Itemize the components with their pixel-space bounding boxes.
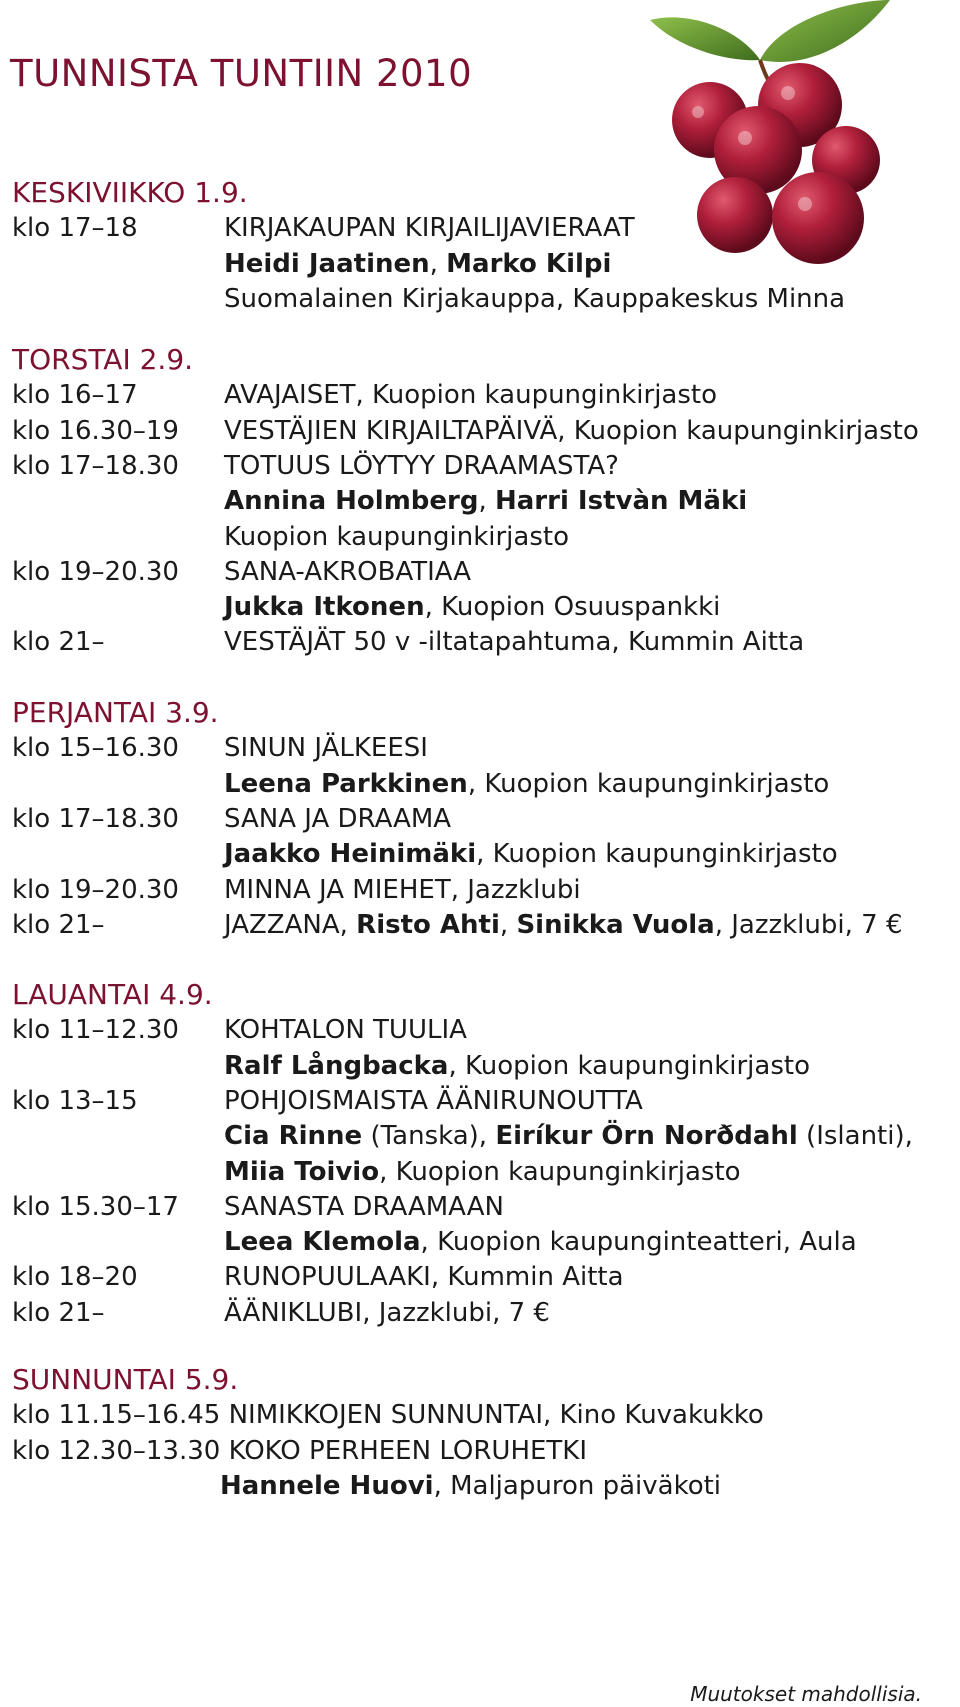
event-text: , Maljapuron päiväkoti	[433, 1470, 722, 1501]
event-text: ,	[478, 486, 495, 517]
event-time: klo 21–	[12, 909, 105, 940]
event-description	[224, 1188, 504, 1226]
event-description	[224, 623, 804, 661]
event-description	[224, 1011, 467, 1049]
event-text: , Jazzklubi, 7 €	[714, 909, 903, 940]
day-heading: KESKIVIIKKO 1.9.	[12, 176, 248, 209]
event-time: klo 16.30–19	[12, 415, 179, 446]
event-text: KIRJAKAUPAN KIRJAILIJAVIERAAT	[224, 213, 635, 244]
event-text: (Tanska),	[362, 1121, 496, 1152]
event-time: klo 19–20.30	[12, 556, 179, 587]
event-description	[224, 1082, 643, 1120]
event-description	[224, 906, 903, 944]
event-description	[224, 209, 635, 247]
event-text: , Kuopion kaupunginkirjasto	[476, 839, 838, 870]
event-text: SINUN JÄLKEESI	[224, 733, 428, 764]
event-description	[224, 518, 569, 556]
event-description	[224, 245, 611, 283]
event-text: KOHTALON TUULIA	[224, 1015, 467, 1046]
event-description	[224, 447, 619, 485]
event-time: klo 17–18	[12, 213, 138, 244]
event-time: klo 21–	[12, 627, 105, 658]
performer-name: Harri Istvàn Mäki	[495, 486, 748, 517]
performer-name: Hannele Huovi	[220, 1470, 434, 1501]
event-description	[224, 376, 717, 414]
performer-name: Annina Holmberg	[224, 486, 479, 517]
event-text: POHJOISMAISTA ÄÄNIRUNOUTTA	[224, 1085, 643, 1116]
event-time: klo 15.30–17	[12, 1191, 179, 1222]
day-heading: SUNNUNTAI 5.9.	[12, 1363, 239, 1396]
event-text: VESTÄJIEN KIRJAILTAPÄIVÄ, Kuopion kaupunginkirjasto	[224, 415, 919, 446]
day-heading: PERJANTAI 3.9.	[12, 696, 219, 729]
event-time: klo 11–12.30	[12, 1015, 179, 1046]
event-description	[224, 1294, 550, 1332]
event-text: MINNA JA MIEHET, Jazzklubi	[224, 874, 581, 905]
event-description	[224, 1047, 810, 1085]
event-description	[224, 800, 451, 838]
performer-name: Cia Rinne	[224, 1121, 363, 1152]
event-text: SANASTA DRAAMAAN	[224, 1191, 504, 1222]
performer-name: Jaakko Heinimäki	[224, 839, 477, 870]
performer-name: Leena Parkkinen	[224, 768, 468, 799]
changes-note: Muutokset mahdollisia.	[690, 1682, 922, 1706]
event-time: klo 17–18.30	[12, 803, 179, 834]
event-description	[224, 1258, 624, 1296]
event-text: RUNOPUULAAKI, Kummin Aitta	[224, 1262, 624, 1293]
event-description	[224, 280, 845, 318]
event-description	[224, 588, 720, 626]
event-text: ÄÄNIKLUBI, Jazzklubi, 7 €	[224, 1297, 550, 1328]
event-text: , Kuopion kaupunginkirjasto	[448, 1050, 810, 1081]
event-time: klo 19–20.30	[12, 874, 179, 905]
event-text: ,	[499, 909, 517, 940]
event-text: SANA JA DRAAMA	[224, 803, 452, 834]
event-time: klo 15–16.30	[12, 733, 179, 764]
performer-name: Heidi Jaatinen	[224, 248, 430, 279]
event-text: , Kuopion kaupunginkirjasto	[379, 1156, 741, 1187]
event-time: klo 18–20	[12, 1262, 138, 1293]
event-time: klo 13–15	[12, 1085, 138, 1116]
event-text: , Kuopion kaupunginteatteri, Aula	[420, 1227, 857, 1258]
page-title: TUNNISTA TUNTIIN 2010	[10, 52, 473, 95]
event-text: Suomalainen Kirjakauppa, Kauppakeskus Minna	[224, 283, 846, 314]
event-row: klo 12.30–13.30 KOKO PERHEEN LORUHETKI	[12, 1435, 588, 1466]
event-text: , Kuopion kaupunginkirjasto	[467, 768, 830, 799]
event-detail-row	[220, 1467, 721, 1505]
event-text: VESTÄJÄT 50 v -iltatapahtuma, Kummin Aitta	[224, 627, 805, 658]
event-description	[224, 412, 919, 450]
performer-name: Risto Ahti	[356, 909, 500, 940]
event-text: (Islanti),	[797, 1121, 913, 1152]
event-text: JAZZANA,	[224, 909, 357, 940]
performer-name: Sinikka Vuola	[516, 909, 715, 940]
day-heading: TORSTAI 2.9.	[12, 343, 194, 376]
event-description	[224, 553, 471, 591]
event-description	[224, 765, 829, 803]
event-text: Kuopion kaupunginkirjasto	[224, 521, 569, 552]
day-heading: LAUANTAI 4.9.	[12, 978, 213, 1011]
event-text: ,	[429, 248, 447, 279]
event-description	[224, 1223, 857, 1261]
event-description	[224, 729, 428, 767]
lingonberry-illustration	[650, 0, 960, 300]
event-description	[224, 482, 747, 520]
event-description	[224, 871, 581, 909]
performer-name: Marko Kilpi	[446, 248, 612, 279]
event-time: klo 16–17	[12, 380, 138, 411]
event-time: klo 17–18.30	[12, 450, 179, 481]
event-row: klo 11.15–16.45 NIMIKKOJEN SUNNUNTAI, Kino Kuvakukko	[12, 1400, 764, 1431]
performer-name: Jukka Itkonen	[224, 592, 425, 623]
event-time: klo 21–	[12, 1297, 105, 1328]
event-description	[224, 835, 838, 873]
event-text: TOTUUS LÖYTYY DRAAMASTA?	[224, 450, 619, 481]
performer-name: Eiríkur Örn Norðdahl	[495, 1121, 798, 1152]
event-text: , Kuopion Osuuspankki	[424, 592, 721, 623]
event-description	[224, 1117, 913, 1155]
event-text: AVAJAISET, Kuopion kaupunginkirjasto	[224, 380, 718, 411]
performer-name: Miia Toivio	[224, 1156, 380, 1187]
performer-name: Leea Klemola	[224, 1227, 421, 1258]
event-text: SANA-AKROBATIAA	[224, 556, 472, 587]
event-description	[224, 1153, 741, 1191]
performer-name: Ralf Långbacka	[224, 1050, 449, 1081]
